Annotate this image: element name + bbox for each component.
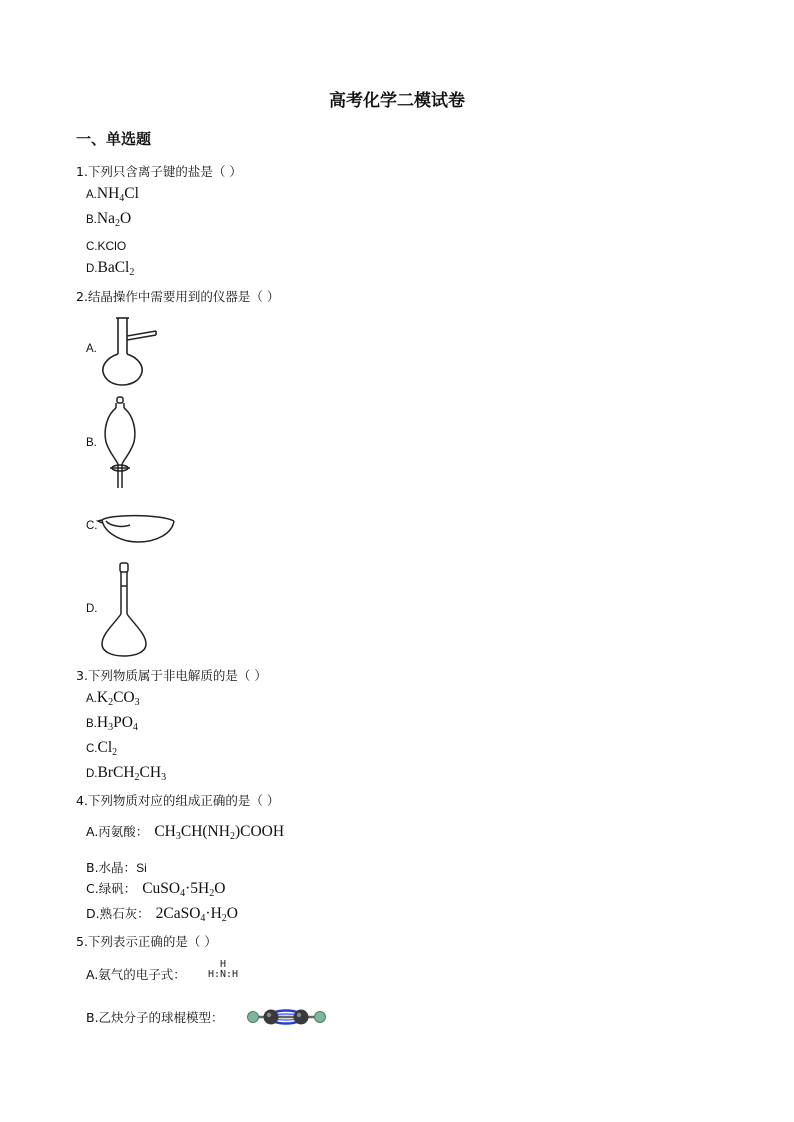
question-3-option-b: $B.H_3PO_4$ — [86, 714, 138, 733]
question-5-option-a: A.氨气的电子式： — [86, 967, 186, 982]
question-3-stem: 3.下列物质属于非电解质的是（ ） — [76, 668, 267, 683]
evaporating-dish-icon — [100, 512, 180, 552]
question-1-option-b: $B.Na_2O$ — [86, 210, 132, 229]
question-5-option-b: B.乙炔分子的球棍模型： — [86, 1010, 224, 1025]
section-heading: 一、单选题 — [76, 130, 152, 148]
question-3-option-c: $C.Cl_2$ — [86, 739, 118, 758]
question-4-option-b: B.水晶：Si — [86, 860, 147, 875]
distillation-flask-icon — [100, 314, 160, 386]
ammonia-electron-dot-formula: H H:N:H — [207, 959, 239, 980]
question-1-option-a: $A.NH_4Cl$ — [86, 185, 139, 204]
question-3-option-a: $A.K_2CO_3$ — [86, 689, 140, 708]
question-2-option-a-label: A. — [86, 343, 97, 355]
question-2-stem: 2.结晶操作中需要用到的仪器是（ ） — [76, 289, 280, 304]
separatory-funnel-icon — [100, 396, 140, 491]
acetylene-ball-stick-model-icon — [244, 1006, 330, 1028]
question-4-option-a: A.丙氨酸： $CH_3CH(NH_2)COOH$ — [86, 823, 285, 842]
question-5-stem: 5.下列表示正确的是（ ） — [76, 934, 217, 949]
page-title: 高考化学二模试卷 — [329, 91, 465, 111]
question-1-option-d: D.BaCl$_2$ — [86, 259, 135, 278]
question-1-option-c: C.KClO — [86, 239, 127, 253]
question-4-option-c: C.绿矾： $CuSO_4\cdot 5H_2O$ — [86, 880, 226, 899]
question-4-stem: 4.下列物质对应的组成正确的是（ ） — [76, 793, 280, 808]
question-1-stem: 1.下列只含离子键的盐是（ ） — [76, 164, 242, 179]
question-2-option-d-label: D. — [86, 603, 98, 615]
question-2-option-b-label: B. — [86, 437, 97, 449]
question-2-option-c-label: C. — [86, 520, 98, 532]
question-3-option-d: $D.BrCH_2CH_3$ — [86, 764, 167, 783]
question-4-option-d: D.熟石灰： $2CaSO_4\cdot H_2O$ — [86, 905, 238, 924]
volumetric-flask-icon — [100, 562, 152, 658]
